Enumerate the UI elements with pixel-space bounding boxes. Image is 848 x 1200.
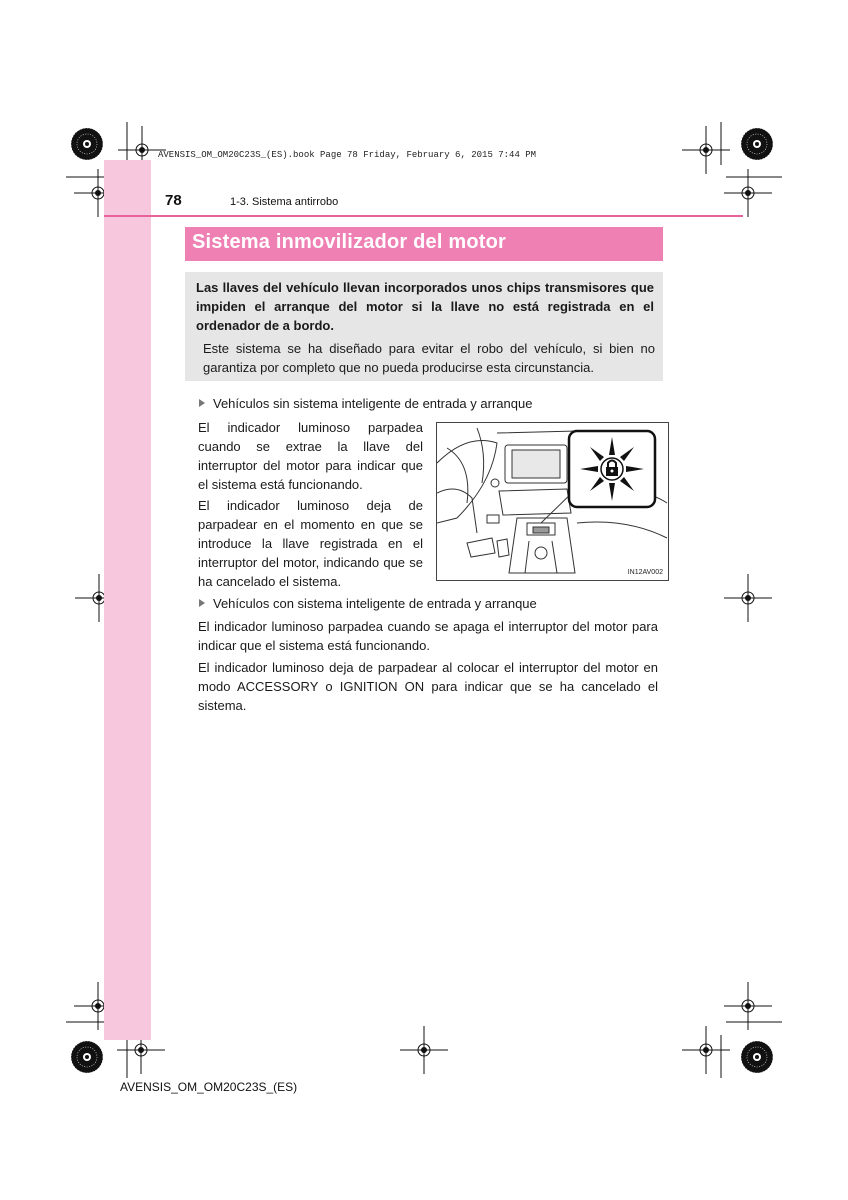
side-tab-band (104, 160, 151, 1040)
header-rule (104, 215, 743, 217)
paragraph-smart-stops: El indicador luminoso deja de parpadear al colocar el interruptor del motor en modo ACCESSORY o IGNITION ON para indicar que se ha cancelado el sistema. (198, 660, 658, 713)
summary-bold-text: Las llaves del vehículo llevan incorporados unos chips transmisores que impiden el arranque del motor si la llave no está registrada en el ordenador de a bordo. (196, 280, 654, 333)
section-title: Sistema inmovilizador del motor (192, 231, 507, 253)
paragraph-smart-blinks: El indicador luminoso parpadea cuando se apaga el interruptor del motor para indicar que el sistema está funcionando. (198, 619, 658, 653)
page-number: 78 (165, 192, 182, 209)
triangle-bullet-icon (199, 399, 205, 407)
paragraph-indicator-stops: El indicador luminoso deja de parpadear en el momento en que se introduce la llave registrada en el interruptor del motor, indicando que se ha cancelado el sistema. (198, 498, 423, 589)
footer-document-id: AVENSIS_OM_OM20C23S_(ES) (120, 1080, 298, 1094)
illustration-code: IN12AV002 (627, 569, 663, 576)
triangle-bullet-icon (199, 599, 205, 607)
subheading-without-smart-entry (199, 396, 532, 411)
subheading-text: Vehículos sin sistema inteligente de entrada y arranque (213, 396, 533, 411)
dashboard-illustration (436, 422, 669, 581)
subheading-with-smart-entry (199, 596, 537, 611)
dashboard-line-drawing (437, 423, 668, 580)
paragraph-indicator-blinks: El indicador luminoso parpadea cuando se extrae la llave del interruptor del motor para indicar que el sistema está funcionando. (198, 420, 423, 492)
running-head: 1-3. Sistema antirrobo (230, 196, 339, 208)
summary-note-text: Este sistema se ha diseñado para evitar el robo del vehículo, si bien no garantiza por completo que no pueda producirse esta circunstancia. (203, 341, 655, 375)
print-info-line: AVENSIS_OM_OM20C23S_(ES).book Page 78 Friday, February 6, 2015 7:44 PM (158, 150, 537, 160)
subheading-text: Vehículos con sistema inteligente de entrada y arranque (213, 596, 537, 611)
